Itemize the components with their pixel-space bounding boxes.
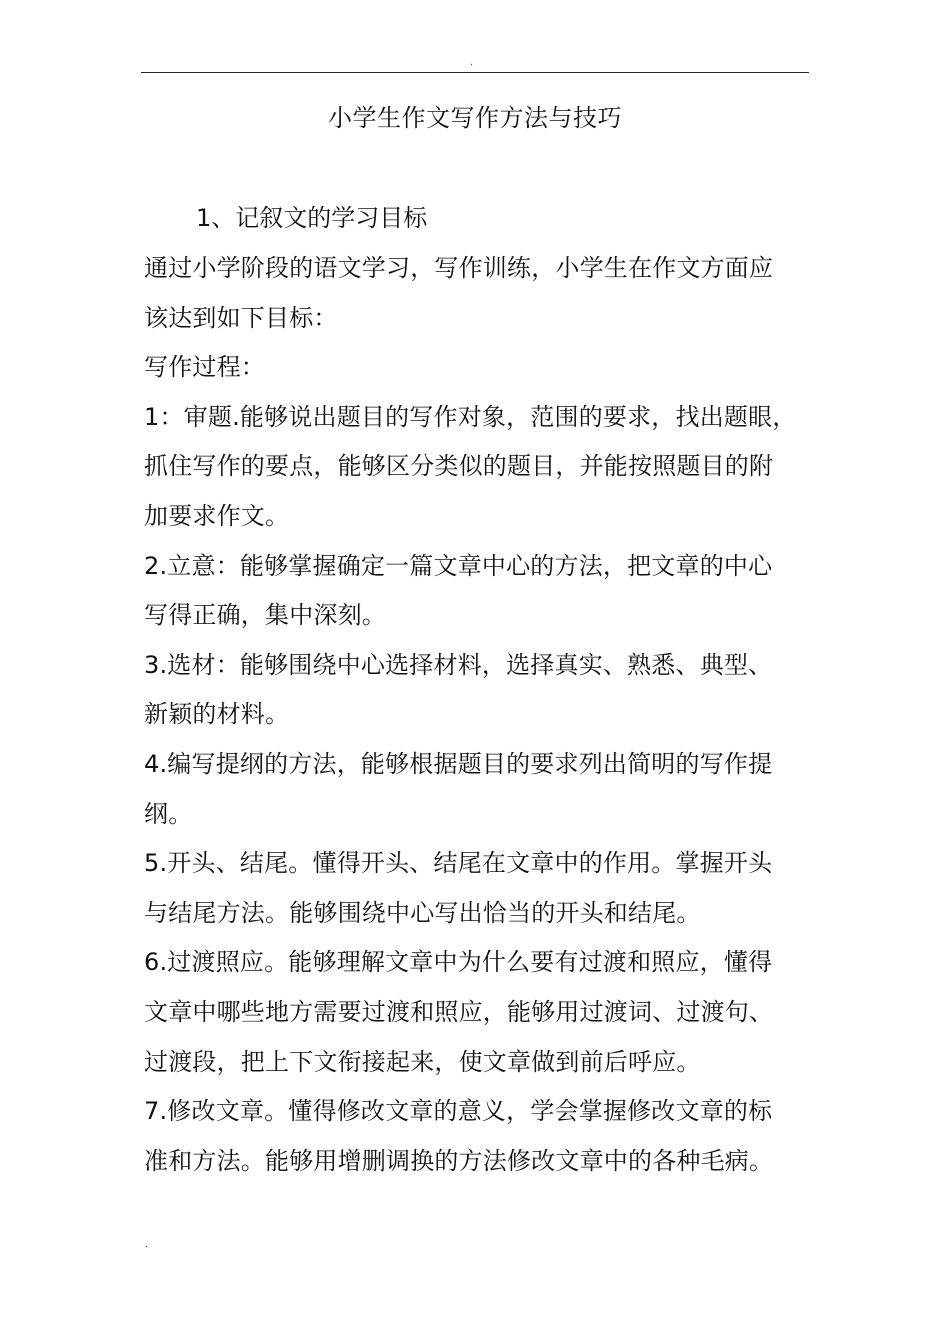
body-line: 纲。 <box>144 799 193 828</box>
body-line: 准和方法。能够用增删调换的方法修改文章中的各种毛病。 <box>144 1146 774 1175</box>
body-line: 5.开头、结尾。懂得开头、结尾在文章中的作用。掌握开头 <box>144 849 773 878</box>
body-line: 2.立意：能够掌握确定一篇文章中心的方法，把文章的中心 <box>144 551 773 580</box>
body-line: 1：审题.能够说出题目的写作对象，范围的要求，找出题眼， <box>144 402 797 431</box>
section-heading: 1、记叙文的学习目标 <box>196 204 428 232</box>
header-mark: . <box>470 57 474 68</box>
body-line: 文章中哪些地方需要过渡和照应，能够用过渡词、过渡句、 <box>144 997 774 1026</box>
body-line: 加要求作文。 <box>144 501 290 530</box>
body-line: 新颖的材料。 <box>144 700 290 729</box>
body-text <box>144 250 812 1192</box>
body-line: 7.修改文章。懂得修改文章的意义，学会掌握修改文章的标 <box>144 1097 773 1126</box>
footer-mark: . <box>145 1239 149 1250</box>
body-line: 6.过渡照应。能够理解文章中为什么要有过渡和照应，懂得 <box>144 948 773 977</box>
body-line: 通过小学阶段的语文学习，写作训练，小学生在作文方面应 <box>144 254 774 282</box>
body-line: 过渡段，把上下文衔接起来，使文章做到前后呼应。 <box>144 1047 701 1076</box>
header-rule <box>141 72 809 73</box>
body-line: 该达到如下目标： <box>144 303 338 332</box>
body-line: 写得正确，集中深刻。 <box>144 601 386 630</box>
document-title: 小学生作文写作方法与技巧 <box>328 104 622 132</box>
body-line: 与结尾方法。能够围绕中心写出恰当的开头和结尾。 <box>144 898 701 927</box>
body-line: 3.选材：能够围绕中心选择材料，选择真实、熟悉、典型、 <box>144 650 773 679</box>
body-line: 4.编写提纲的方法，能够根据题目的要求列出简明的写作提 <box>144 749 773 778</box>
body-line: 抓住写作的要点，能够区分类似的题目，并能按照题目的附 <box>144 452 774 481</box>
body-line: 写作过程： <box>144 353 265 382</box>
